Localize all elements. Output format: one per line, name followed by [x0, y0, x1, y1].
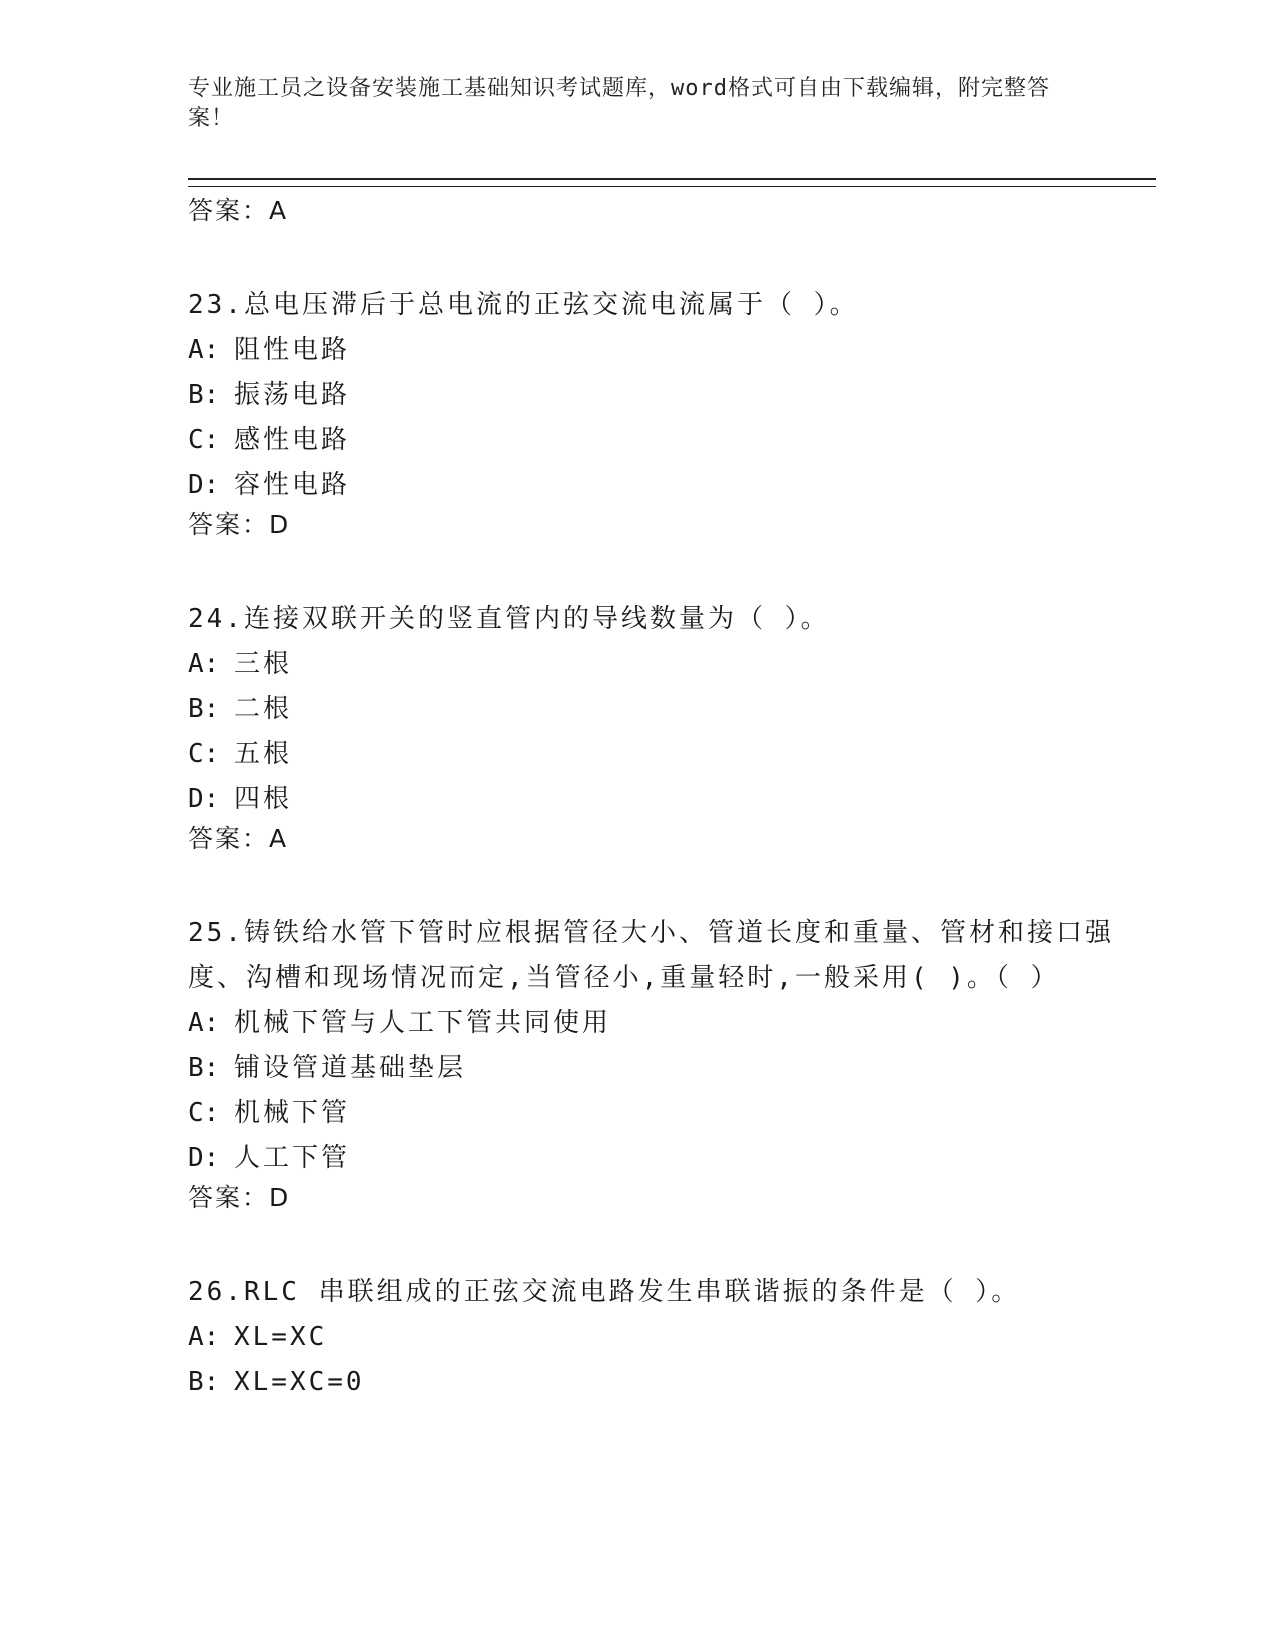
spacer	[188, 542, 1148, 597]
option-text: 铺设管道基础垫层	[234, 1053, 467, 1083]
answer-line: 答案：A	[188, 196, 289, 225]
answer-line: 答案：D	[188, 510, 291, 539]
option-text: 阻性电路	[234, 335, 351, 365]
page-header: 专业施工员之设备安装施工基础知识考试题库，word格式可自由下载编辑，附完整答案！	[188, 76, 1050, 131]
question-stem: 25.铸铁给水管下管时应根据管径大小、管道长度和重量、管材和接口强度、沟槽和现场情况而定,当管径小,重量轻时,一般采用( )。（ ）	[188, 918, 1114, 993]
option-a	[188, 1315, 1148, 1360]
question-block	[188, 911, 1148, 1270]
option-text: 感性电路	[234, 425, 351, 455]
option-text: 机械下管	[234, 1098, 351, 1128]
option-text: XL=XC=0	[234, 1367, 365, 1397]
option-letter: C:	[188, 739, 220, 769]
option-b	[188, 373, 1148, 418]
option-text: 人工下管	[234, 1143, 351, 1173]
option-text: 三根	[234, 649, 293, 679]
option-text: 二根	[234, 694, 293, 724]
answer-line: 答案：D	[188, 1183, 291, 1212]
option-b	[188, 1046, 1148, 1091]
option-letter: A:	[188, 1008, 220, 1038]
option-a	[188, 642, 1148, 687]
option-c	[188, 418, 1148, 463]
option-letter: D:	[188, 1143, 220, 1173]
question-list	[188, 194, 1148, 1405]
option-letter: B:	[188, 694, 220, 724]
question-block	[188, 283, 1148, 597]
option-letter: B:	[188, 1367, 220, 1397]
option-a	[188, 328, 1148, 373]
option-a	[188, 1001, 1148, 1046]
option-d	[188, 777, 1148, 822]
option-letter: A:	[188, 1322, 220, 1352]
option-letter: B:	[188, 1053, 220, 1083]
option-letter: B:	[188, 380, 220, 410]
header-divider	[188, 178, 1156, 187]
option-d	[188, 463, 1148, 508]
question-stem: 24.连接双联开关的竖直管内的导线数量为（ ）。	[188, 604, 830, 634]
option-letter: C:	[188, 425, 220, 455]
option-letter: D:	[188, 470, 220, 500]
question-stem: 23.总电压滞后于总电流的正弦交流电流属于（ ）。	[188, 290, 859, 320]
option-b	[188, 687, 1148, 732]
option-text: 振荡电路	[234, 380, 351, 410]
option-letter: A:	[188, 649, 220, 679]
question-block	[188, 597, 1148, 911]
option-d	[188, 1136, 1148, 1181]
option-text: XL=XC	[234, 1322, 328, 1352]
option-letter: D:	[188, 784, 220, 814]
option-text: 容性电路	[234, 470, 351, 500]
option-text: 四根	[234, 784, 293, 814]
question-block	[188, 1270, 1148, 1405]
option-c	[188, 732, 1148, 777]
option-letter: A:	[188, 335, 220, 365]
question-stem: 26.RLC 串联组成的正弦交流电路发生串联谐振的条件是（ ）。	[188, 1277, 1021, 1307]
option-text: 五根	[234, 739, 293, 769]
spacer	[188, 228, 1148, 283]
option-letter: C:	[188, 1098, 220, 1128]
spacer	[188, 1215, 1148, 1270]
option-text: 机械下管与人工下管共同使用	[234, 1008, 612, 1038]
option-b	[188, 1360, 1148, 1405]
answer-line: 答案：A	[188, 824, 289, 853]
spacer	[188, 856, 1148, 911]
option-c	[188, 1091, 1148, 1136]
